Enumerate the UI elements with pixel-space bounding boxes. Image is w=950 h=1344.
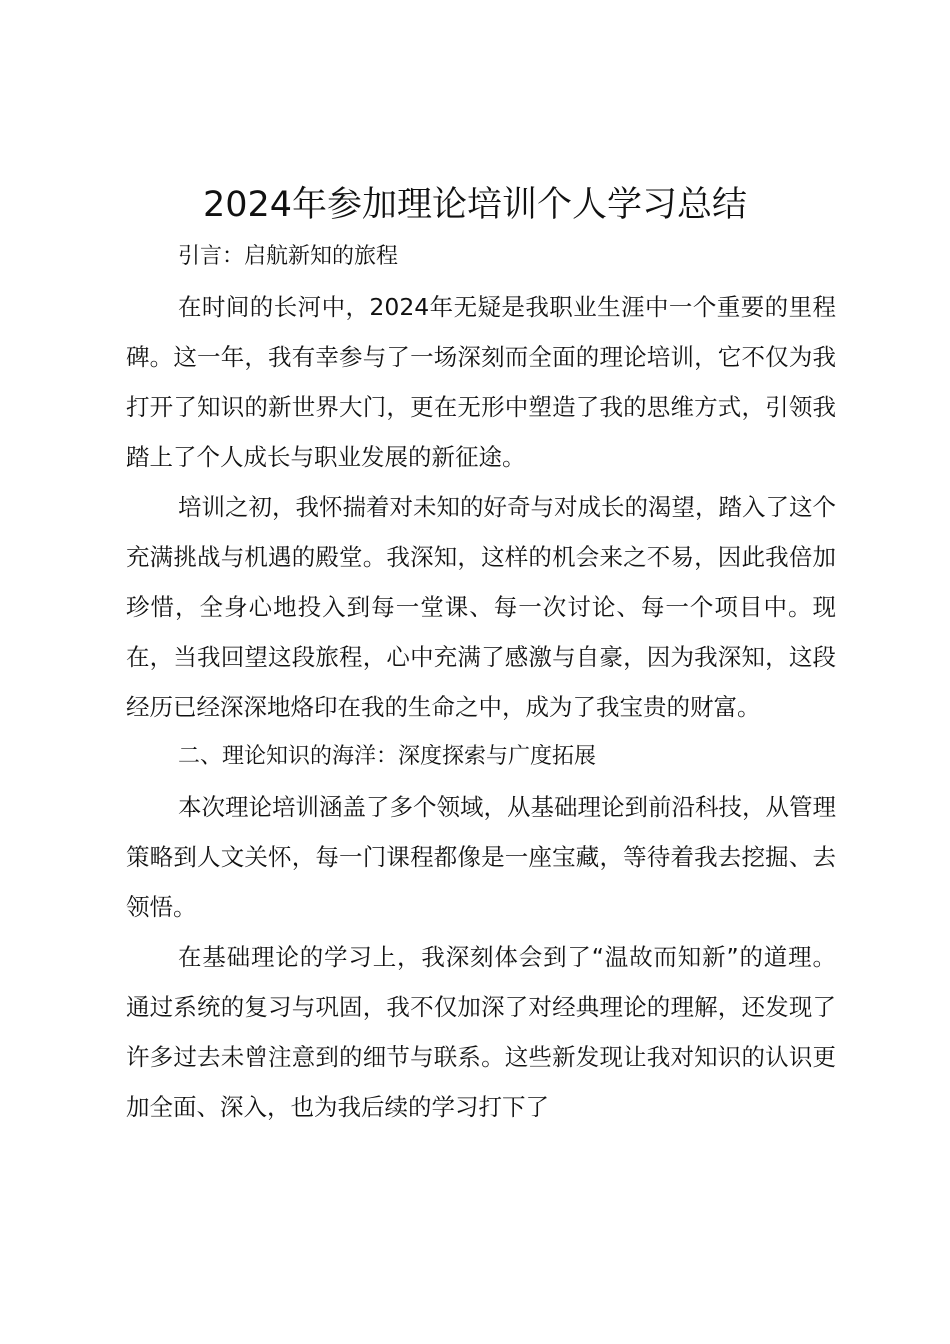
paragraph: 培训之初，我怀揣着对未知的好奇与对成长的渴望，踏入了这个充满挑战与机遇的殿堂。我深知，这样的机会来之不易，因此我倍加珍惜，全身心地投入到每一堂课、每一次讨论、每一个项目中。现在，当我回望这段旅程，心中充满了感激与自豪，因为我深知，这段经历已经深深地烙印在我的生命之中，成为了我宝贵的财富。 (126, 493, 836, 721)
section-heading: 二、理论知识的海洋：深度探索与广度拓展 (178, 744, 597, 769)
intro-heading: 引言：启航新知的旅程 (178, 244, 399, 269)
paragraph: 本次理论培训涵盖了多个领域，从基础理论到前沿科技，从管理策略到人文关怀，每一门课程都像是一座宝藏，等待着我去挖掘、去领悟。 (126, 793, 836, 921)
paragraph: 在基础理论的学习上，我深刻体会到了“温故而知新”的道理。通过系统的复习与巩固，我不仅加深了对经典理论的理解，还发现了许多过去未曾注意到的细节与联系。这些新发现让我对知识的认识更加全面、深入，也为我后续的学习打下了 (126, 943, 836, 1121)
paragraph: 在时间的长河中，2024年无疑是我职业生涯中一个重要的里程碑。这一年，我有幸参与了一场深刻而全面的理论培训，它不仅为我打开了知识的新世界大门，更在无形中塑造了我的思维方式，引领我踏上了个人成长与职业发展的新征途。 (126, 293, 836, 471)
document-body (126, 232, 836, 1132)
document-title: 2024年参加理论培训个人学习总结 (202, 185, 748, 225)
